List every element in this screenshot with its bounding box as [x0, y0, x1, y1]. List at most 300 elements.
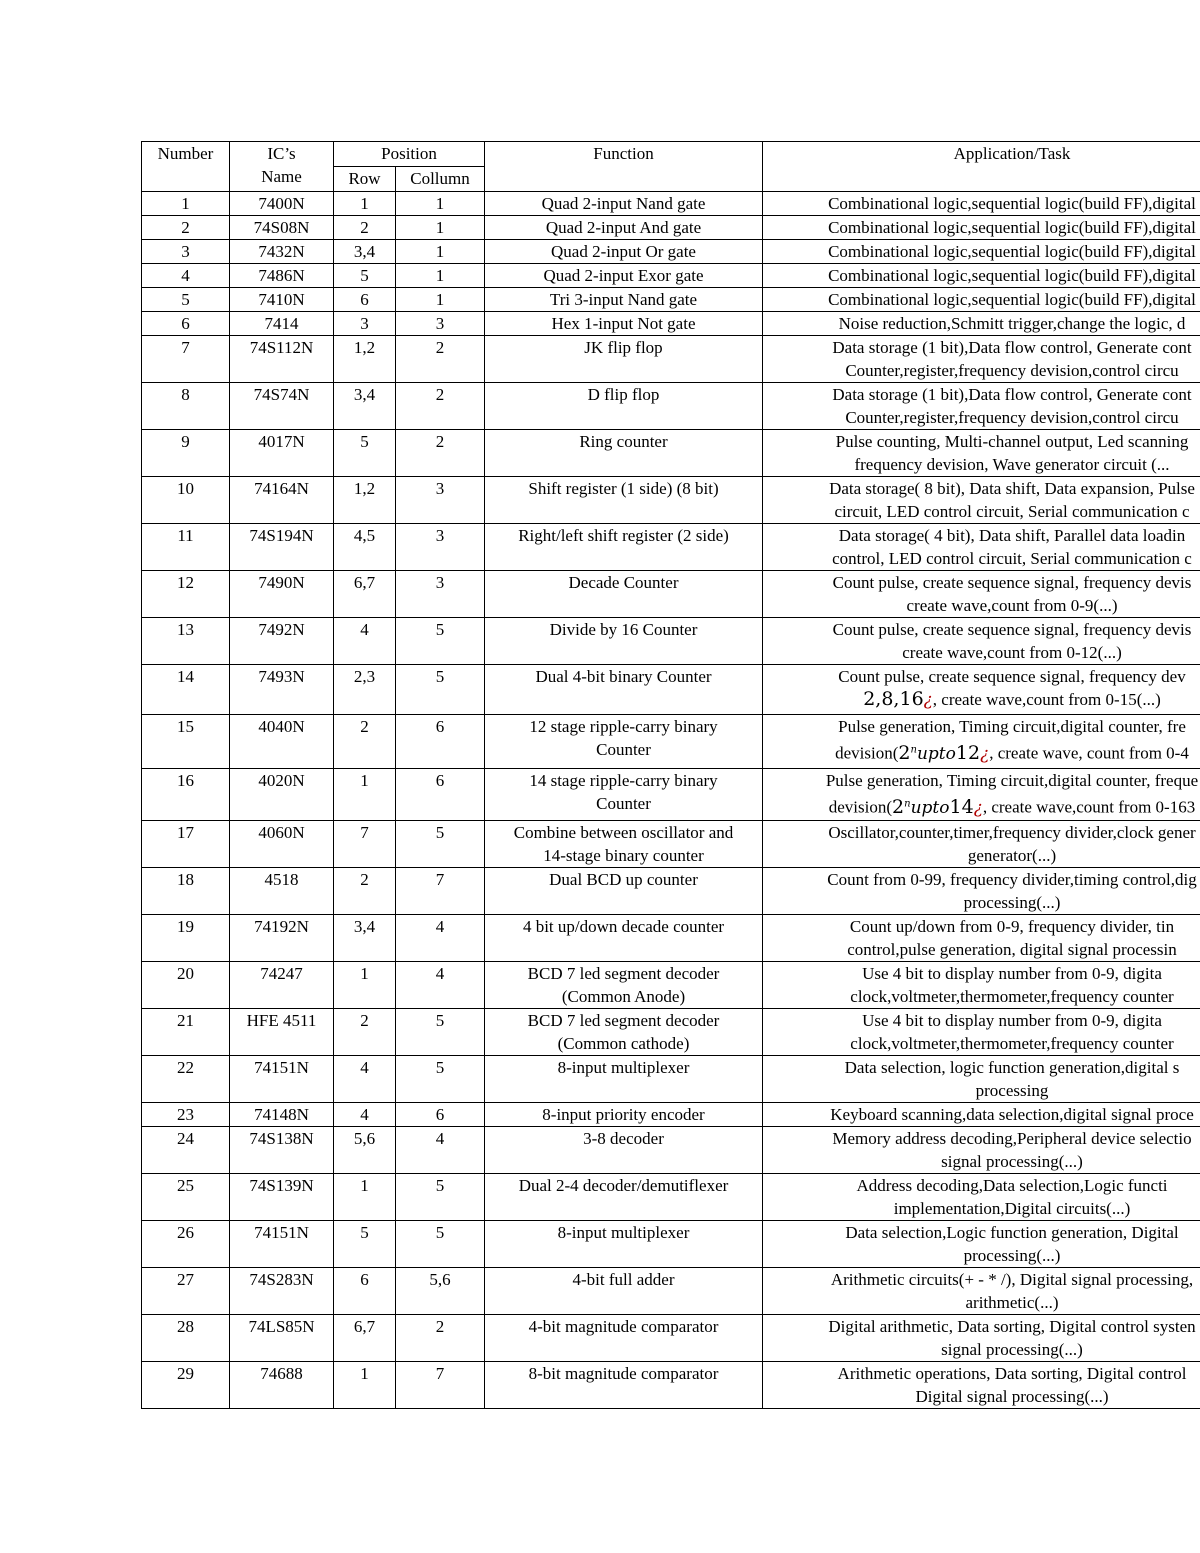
application-line: Data selection,Logic function generation, Digital	[845, 1223, 1179, 1242]
cell-ic-name: 7410N	[230, 288, 334, 312]
cell-column: 2	[396, 430, 485, 477]
application-line: Pulse generation, Timing circuit,digital counter, freque	[825, 771, 1199, 790]
cell-application	[763, 477, 1200, 524]
cell-row: 1	[334, 1362, 396, 1409]
cell-row: 2	[334, 216, 396, 240]
application-line: Data selection, logic function generation,digital s	[844, 1058, 1180, 1077]
cell-ic-name: 7432N	[230, 240, 334, 264]
cell-number: 10	[142, 477, 230, 524]
cell-number: 16	[142, 769, 230, 821]
cell-ic-name: 7493N	[230, 665, 334, 715]
cell-column: 1	[396, 216, 485, 240]
cell-application	[763, 336, 1200, 383]
application-line: arithmetic(...)	[965, 1293, 1059, 1312]
math-lead: devision(	[835, 743, 899, 763]
application-line: signal processing(...)	[941, 1340, 1083, 1359]
cell-number: 7	[142, 336, 230, 383]
table-row	[142, 665, 1200, 715]
cell-ic-name: 74S139N	[230, 1174, 334, 1221]
table-row	[142, 1174, 1200, 1221]
math-symbol: ¿	[923, 690, 933, 710]
cell-ic-name: 4040N	[230, 715, 334, 769]
cell-number: 6	[142, 312, 230, 336]
function-line: Divide by 16 Counter	[549, 620, 698, 639]
cell-column: 5	[396, 618, 485, 665]
cell-ic-name: 74247	[230, 962, 334, 1009]
application-line-math	[765, 738, 1200, 766]
function-line: Decade Counter	[568, 573, 679, 592]
math-base: 2	[898, 741, 911, 764]
cell-application	[763, 715, 1200, 769]
math-exponent: n	[904, 798, 911, 809]
function-line: Tri 3-input Nand gate	[549, 290, 698, 309]
table-row	[142, 312, 1200, 336]
table-row	[142, 430, 1200, 477]
application-line: Use 4 bit to display number from 0-9, digita	[862, 964, 1162, 983]
math-expression	[863, 690, 933, 710]
cell-column: 3	[396, 477, 485, 524]
application-line: Counter,register,frequency devision,control circu	[845, 408, 1179, 427]
cell-function	[485, 288, 763, 312]
application-line: control,pulse generation, digital signal processin	[847, 940, 1177, 959]
cell-row: 5	[334, 430, 396, 477]
header-ic-name-line2: Name	[261, 167, 302, 186]
function-line: Combine between oscillator and	[513, 823, 734, 842]
table-row	[142, 216, 1200, 240]
cell-function	[485, 1009, 763, 1056]
cell-column: 1	[396, 264, 485, 288]
cell-function	[485, 1268, 763, 1315]
cell-ic-name: 74151N	[230, 1056, 334, 1103]
ic-table	[141, 141, 1200, 1409]
function-line: BCD 7 led segment decoder	[527, 964, 720, 983]
cell-row: 1	[334, 769, 396, 821]
math-rest: , create wave, count from 0-4	[989, 743, 1189, 763]
cell-application	[763, 288, 1200, 312]
application-line: Noise reduction,Schmitt trigger,change the logic, d	[838, 314, 1186, 333]
cell-application	[763, 618, 1200, 665]
application-line: Digital arithmetic, Data sorting, Digital control systen	[828, 1317, 1196, 1336]
header-function: Function	[485, 142, 763, 192]
cell-function	[485, 477, 763, 524]
application-line: processing(...)	[963, 893, 1061, 912]
function-line: Dual 2-4 decoder/demutiflexer	[518, 1176, 729, 1195]
cell-function	[485, 383, 763, 430]
header-position: Position	[334, 142, 485, 167]
cell-function	[485, 240, 763, 264]
table-row	[142, 821, 1200, 868]
cell-row: 6	[334, 1268, 396, 1315]
cell-ic-name: 74S112N	[230, 336, 334, 383]
cell-number: 20	[142, 962, 230, 1009]
cell-ic-name: 74192N	[230, 915, 334, 962]
application-line: Data storage (1 bit),Data flow control, Generate cont	[832, 385, 1192, 404]
table-row	[142, 868, 1200, 915]
cell-function	[485, 618, 763, 665]
cell-column: 5	[396, 1056, 485, 1103]
application-line: Data storage( 8 bit), Data shift, Data expansion, Pulse	[829, 479, 1195, 498]
cell-row: 1,2	[334, 336, 396, 383]
application-line: Arithmetic operations, Data sorting, Digital control	[837, 1364, 1187, 1383]
table-row	[142, 1127, 1200, 1174]
cell-function	[485, 1056, 763, 1103]
cell-application	[763, 915, 1200, 962]
cell-function	[485, 1315, 763, 1362]
cell-function	[485, 524, 763, 571]
table-row	[142, 240, 1200, 264]
cell-application	[763, 240, 1200, 264]
application-line: Combinational logic,sequential logic(build FF),digital	[828, 266, 1196, 285]
cell-number: 15	[142, 715, 230, 769]
function-line: D flip flop	[587, 385, 660, 404]
cell-ic-name: 74164N	[230, 477, 334, 524]
math-rest: , create wave,count from 0-15(...)	[932, 690, 1161, 709]
cell-ic-name: 74S194N	[230, 524, 334, 571]
application-line: Digital signal processing(...)	[915, 1387, 1109, 1406]
application-line: control, LED control circuit, Serial communication c	[832, 549, 1192, 568]
application-line: implementation,Digital circuits(...)	[893, 1199, 1131, 1218]
math-number: 14	[949, 795, 974, 818]
header-number: Number	[142, 142, 230, 192]
cell-function	[485, 571, 763, 618]
cell-column: 5,6	[396, 1268, 485, 1315]
cell-column: 4	[396, 1127, 485, 1174]
cell-application	[763, 962, 1200, 1009]
cell-function	[485, 336, 763, 383]
application-line: clock,voltmeter,thermometer,frequency counter	[850, 1034, 1174, 1053]
cell-number: 25	[142, 1174, 230, 1221]
cell-row: 2,3	[334, 665, 396, 715]
header-column: Collumn	[396, 167, 485, 192]
application-line: Memory address decoding,Peripheral device selectio	[832, 1129, 1192, 1148]
function-line: Counter	[596, 740, 651, 759]
cell-ic-name: 74S08N	[230, 216, 334, 240]
application-line: processing	[975, 1081, 1049, 1100]
cell-row: 4,5	[334, 524, 396, 571]
table-row	[142, 383, 1200, 430]
cell-column: 2	[396, 383, 485, 430]
cell-application	[763, 1174, 1200, 1221]
cell-number: 12	[142, 571, 230, 618]
cell-application	[763, 1103, 1200, 1127]
cell-row: 1	[334, 192, 396, 216]
cell-row: 3,4	[334, 915, 396, 962]
math-symbol: ¿	[973, 797, 983, 818]
cell-column: 4	[396, 915, 485, 962]
cell-column: 7	[396, 868, 485, 915]
function-line: Hex 1-input Not gate	[551, 314, 696, 333]
math-base: 2	[892, 795, 905, 818]
application-line: frequency devision, Wave generator circuit (...	[854, 455, 1170, 474]
cell-column: 7	[396, 1362, 485, 1409]
cell-number: 2	[142, 216, 230, 240]
cell-ic-name: 74S283N	[230, 1268, 334, 1315]
application-line: Count pulse, create sequence signal, frequency devis	[832, 620, 1192, 639]
cell-function	[485, 1362, 763, 1409]
cell-row: 3	[334, 312, 396, 336]
cell-ic-name: 4017N	[230, 430, 334, 477]
cell-function	[485, 962, 763, 1009]
function-line: Quad 2-input And gate	[545, 218, 702, 237]
application-line: Count pulse, create sequence signal, frequency dev	[838, 667, 1186, 686]
cell-row: 1,2	[334, 477, 396, 524]
application-line: signal processing(...)	[941, 1152, 1083, 1171]
header-application: Application/Task	[763, 142, 1200, 192]
function-line: 14 stage ripple-carry binary	[529, 771, 718, 790]
cell-column: 5	[396, 821, 485, 868]
table-row	[142, 1268, 1200, 1315]
cell-ic-name: 7486N	[230, 264, 334, 288]
table-row	[142, 1315, 1200, 1362]
function-line: Quad 2-input Nand gate	[541, 194, 706, 213]
cell-row: 6	[334, 288, 396, 312]
cell-application	[763, 868, 1200, 915]
cell-column: 3	[396, 571, 485, 618]
cell-application	[763, 665, 1200, 715]
cell-application	[763, 1315, 1200, 1362]
function-line: (Common cathode)	[557, 1034, 690, 1053]
function-line: 8-input multiplexer	[557, 1223, 690, 1242]
cell-column: 4	[396, 962, 485, 1009]
cell-ic-name: 7414	[230, 312, 334, 336]
application-line: Data storage (1 bit),Data flow control, Generate cont	[832, 338, 1192, 357]
application-line: circuit, LED control circuit, Serial communication c	[834, 502, 1190, 521]
function-line: (Common Anode)	[561, 987, 686, 1006]
cell-application	[763, 192, 1200, 216]
cell-row: 4	[334, 1103, 396, 1127]
application-line: create wave,count from 0-9(...)	[906, 596, 1118, 615]
application-line: Pulse counting, Multi-channel output, Led scanning	[835, 432, 1189, 451]
cell-application	[763, 430, 1200, 477]
cell-ic-name: HFE 4511	[230, 1009, 334, 1056]
application-line: Counter,register,frequency devision,control circu	[845, 361, 1179, 380]
cell-function	[485, 769, 763, 821]
cell-function	[485, 715, 763, 769]
cell-function	[485, 915, 763, 962]
table-row	[142, 524, 1200, 571]
application-line: Combinational logic,sequential logic(build FF),digital	[828, 290, 1196, 309]
cell-application	[763, 383, 1200, 430]
cell-number: 5	[142, 288, 230, 312]
cell-number: 29	[142, 1362, 230, 1409]
function-line: Ring counter	[579, 432, 668, 451]
function-line: 4-bit magnitude comparator	[528, 1317, 719, 1336]
application-line: Count from 0-99, frequency divider,timing control,dig	[827, 870, 1197, 889]
cell-function	[485, 1174, 763, 1221]
application-line: Address decoding,Data selection,Logic functi	[856, 1176, 1168, 1195]
cell-number: 3	[142, 240, 230, 264]
cell-number: 28	[142, 1315, 230, 1362]
cell-ic-name: 7492N	[230, 618, 334, 665]
application-line: Combinational logic,sequential logic(build FF),digital	[828, 242, 1196, 261]
application-line: processing(...)	[963, 1246, 1061, 1265]
cell-function	[485, 868, 763, 915]
table-row	[142, 288, 1200, 312]
cell-function	[485, 665, 763, 715]
cell-function	[485, 1127, 763, 1174]
cell-application	[763, 264, 1200, 288]
table-row	[142, 336, 1200, 383]
cell-column: 6	[396, 769, 485, 821]
function-line: 4-bit full adder	[572, 1270, 675, 1289]
cell-function	[485, 1103, 763, 1127]
cell-column: 2	[396, 336, 485, 383]
cell-number: 11	[142, 524, 230, 571]
table-row	[142, 962, 1200, 1009]
cell-ic-name: 74688	[230, 1362, 334, 1409]
cell-row: 2	[334, 715, 396, 769]
cell-ic-name: 7400N	[230, 192, 334, 216]
cell-row: 2	[334, 1009, 396, 1056]
table-row	[142, 618, 1200, 665]
header-ic-name-line1: IC’s	[267, 144, 296, 163]
application-line: create wave,count from 0-12(...)	[902, 643, 1122, 662]
cell-application	[763, 1056, 1200, 1103]
cell-row: 5,6	[334, 1127, 396, 1174]
math-rest: , create wave,count from 0-163	[982, 797, 1196, 817]
cell-number: 21	[142, 1009, 230, 1056]
cell-row: 1	[334, 962, 396, 1009]
cell-application	[763, 1268, 1200, 1315]
function-line: Dual 4-bit binary Counter	[535, 667, 712, 686]
function-line: Counter	[596, 794, 651, 813]
cell-column: 1	[396, 240, 485, 264]
cell-column: 5	[396, 665, 485, 715]
application-line: Pulse generation, Timing circuit,digital counter, fre	[838, 717, 1186, 736]
cell-number: 26	[142, 1221, 230, 1268]
cell-number: 14	[142, 665, 230, 715]
application-line: Combinational logic,sequential logic(build FF),digital	[828, 218, 1196, 237]
math-values: 2,8,16	[863, 688, 924, 710]
table-row	[142, 715, 1200, 769]
cell-column: 5	[396, 1221, 485, 1268]
function-line: JK flip flop	[584, 338, 663, 357]
cell-row: 5	[334, 264, 396, 288]
cell-column: 6	[396, 1103, 485, 1127]
header-row: Row	[334, 167, 396, 192]
cell-row: 3,4	[334, 383, 396, 430]
table-row	[142, 1362, 1200, 1409]
table-row	[142, 1221, 1200, 1268]
cell-number: 8	[142, 383, 230, 430]
application-line: Count up/down from 0-9, frequency divider, tin	[849, 917, 1175, 936]
function-line: 14-stage binary counter	[543, 846, 704, 865]
cell-ic-name: 74151N	[230, 1221, 334, 1268]
cell-number: 13	[142, 618, 230, 665]
math-expression	[892, 795, 983, 818]
cell-number: 18	[142, 868, 230, 915]
cell-ic-name: 74S74N	[230, 383, 334, 430]
cell-function	[485, 821, 763, 868]
function-line: Quad 2-input Or gate	[551, 242, 696, 261]
cell-ic-name: 74LS85N	[230, 1315, 334, 1362]
header-ic-name	[230, 142, 334, 192]
application-line: Keyboard scanning,data selection,digital signal proce	[830, 1105, 1194, 1124]
math-lead: devision(	[828, 797, 893, 817]
application-line: Arithmetic circuits(+ - * /), Digital signal processing,	[830, 1270, 1194, 1289]
table-row	[142, 192, 1200, 216]
function-line: 4 bit up/down decade counter	[522, 917, 725, 936]
cell-application	[763, 216, 1200, 240]
application-line: Use 4 bit to display number from 0-9, digita	[862, 1011, 1162, 1030]
cell-application	[763, 1362, 1200, 1409]
cell-function	[485, 312, 763, 336]
cell-application	[763, 1221, 1200, 1268]
cell-number: 17	[142, 821, 230, 868]
application-line: Count pulse, create sequence signal, frequency devis	[832, 573, 1192, 592]
cell-application	[763, 769, 1200, 821]
function-line: 8-bit magnitude comparator	[528, 1364, 719, 1383]
cell-column: 5	[396, 1174, 485, 1221]
application-line-math	[765, 688, 1200, 712]
cell-ic-name: 4020N	[230, 769, 334, 821]
cell-function	[485, 1221, 763, 1268]
cell-column: 1	[396, 192, 485, 216]
table-body	[142, 192, 1200, 1409]
cell-number: 24	[142, 1127, 230, 1174]
cell-column: 5	[396, 1009, 485, 1056]
cell-column: 2	[396, 1315, 485, 1362]
cell-row: 4	[334, 618, 396, 665]
cell-function	[485, 216, 763, 240]
cell-row: 7	[334, 821, 396, 868]
cell-ic-name: 74S138N	[230, 1127, 334, 1174]
cell-column: 3	[396, 524, 485, 571]
application-line: generator(...)	[967, 846, 1057, 865]
table-row	[142, 769, 1200, 821]
table-row	[142, 915, 1200, 962]
cell-application	[763, 524, 1200, 571]
table-row	[142, 1103, 1200, 1127]
application-line: clock,voltmeter,thermometer,frequency counter	[850, 987, 1174, 1006]
cell-ic-name: 7490N	[230, 571, 334, 618]
math-symbol: ¿	[980, 743, 990, 764]
function-line: 12 stage ripple-carry binary	[529, 717, 718, 736]
cell-number: 22	[142, 1056, 230, 1103]
math-upto: upto	[910, 797, 950, 818]
cell-number: 9	[142, 430, 230, 477]
cell-number: 23	[142, 1103, 230, 1127]
math-number: 12	[955, 741, 981, 764]
cell-column: 3	[396, 312, 485, 336]
function-line: Dual BCD up counter	[549, 870, 698, 889]
function-line: Shift register (1 side) (8 bit)	[528, 479, 719, 498]
math-exponent: n	[910, 744, 917, 755]
cell-function	[485, 264, 763, 288]
cell-row: 6,7	[334, 571, 396, 618]
cell-application	[763, 1009, 1200, 1056]
cell-application	[763, 821, 1200, 868]
cell-column: 1	[396, 288, 485, 312]
function-line: 3-8 decoder	[583, 1129, 664, 1148]
function-line: Right/left shift register (2 side)	[518, 526, 729, 545]
application-line: Combinational logic,sequential logic(build FF),digital	[828, 194, 1196, 213]
cell-application	[763, 571, 1200, 618]
function-line: 8-input multiplexer	[557, 1058, 690, 1077]
math-expression	[898, 741, 990, 764]
cell-row: 4	[334, 1056, 396, 1103]
cell-ic-name: 4518	[230, 868, 334, 915]
cell-row: 1	[334, 1174, 396, 1221]
table-header	[142, 142, 1200, 192]
cell-function	[485, 192, 763, 216]
cell-application	[763, 1127, 1200, 1174]
cell-number: 1	[142, 192, 230, 216]
table-row	[142, 1009, 1200, 1056]
cell-column: 6	[396, 715, 485, 769]
application-line-math	[765, 792, 1200, 820]
cell-row: 5	[334, 1221, 396, 1268]
